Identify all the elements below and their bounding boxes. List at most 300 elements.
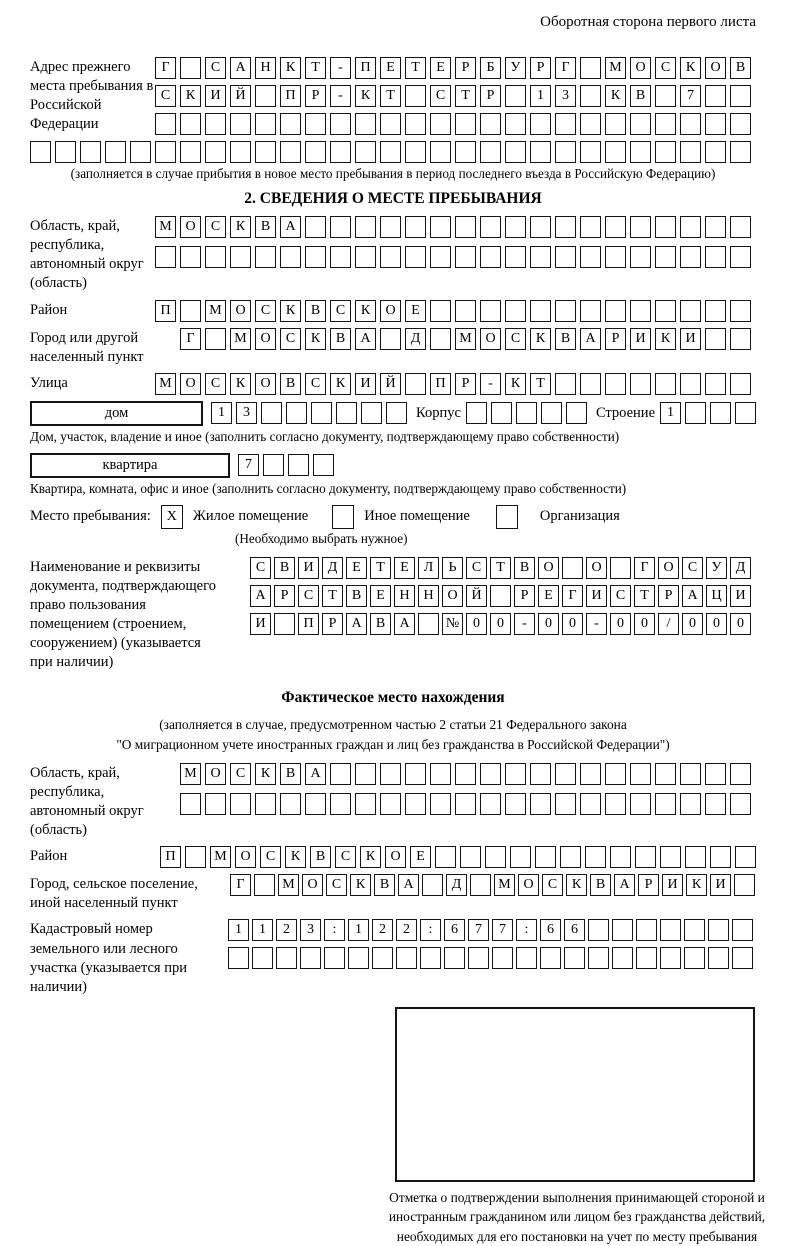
char-cell[interactable] <box>490 585 511 607</box>
char-cell[interactable]: В <box>370 613 391 635</box>
char-cell[interactable]: П <box>280 85 301 107</box>
char-cell[interactable]: Е <box>410 846 431 868</box>
char-cell[interactable] <box>732 947 753 969</box>
char-cell[interactable]: В <box>274 557 295 579</box>
char-cell[interactable] <box>405 246 426 268</box>
char-cell[interactable] <box>580 373 601 395</box>
char-cell[interactable]: С <box>205 57 226 79</box>
char-cell[interactable]: О <box>658 557 679 579</box>
char-cell[interactable]: С <box>330 300 351 322</box>
char-cell[interactable]: С <box>682 557 703 579</box>
char-cell[interactable] <box>480 763 501 785</box>
char-cell[interactable] <box>405 793 426 815</box>
char-cell[interactable]: - <box>480 373 501 395</box>
char-cell[interactable] <box>205 141 226 163</box>
char-cell[interactable] <box>505 300 526 322</box>
char-cell[interactable] <box>255 113 276 135</box>
char-cell[interactable] <box>155 113 176 135</box>
char-cell[interactable] <box>705 216 726 238</box>
char-cell[interactable] <box>580 141 601 163</box>
char-cell[interactable]: 7 <box>680 85 701 107</box>
char-cell[interactable]: М <box>455 328 476 350</box>
char-cell[interactable] <box>685 402 706 424</box>
char-cell[interactable] <box>330 113 351 135</box>
char-cell[interactable] <box>730 141 751 163</box>
char-cell[interactable]: Д <box>446 874 467 896</box>
char-cell[interactable] <box>468 947 489 969</box>
char-cell[interactable] <box>405 113 426 135</box>
char-cell[interactable]: Т <box>634 585 655 607</box>
char-cell[interactable] <box>555 300 576 322</box>
char-cell[interactable] <box>566 402 587 424</box>
char-cell[interactable]: Ь <box>442 557 463 579</box>
char-cell[interactable]: С <box>610 585 631 607</box>
char-cell[interactable] <box>655 113 676 135</box>
char-cell[interactable] <box>605 141 626 163</box>
char-cell[interactable] <box>730 85 751 107</box>
char-cell[interactable]: О <box>255 328 276 350</box>
char-cell[interactable] <box>405 141 426 163</box>
char-cell[interactable]: К <box>180 85 201 107</box>
char-cell[interactable] <box>455 246 476 268</box>
char-cell[interactable] <box>276 947 297 969</box>
char-cell[interactable]: Е <box>370 585 391 607</box>
char-cell[interactable] <box>430 246 451 268</box>
char-cell[interactable] <box>562 557 583 579</box>
char-cell[interactable] <box>684 919 705 941</box>
char-cell[interactable]: 2 <box>396 919 417 941</box>
char-cell[interactable] <box>732 919 753 941</box>
char-cell[interactable]: Д <box>405 328 426 350</box>
char-cell[interactable] <box>255 246 276 268</box>
char-cell[interactable] <box>612 947 633 969</box>
char-cell[interactable]: Л <box>418 557 439 579</box>
char-cell[interactable] <box>305 246 326 268</box>
other-premises-checkbox[interactable] <box>332 505 354 529</box>
char-cell[interactable] <box>230 113 251 135</box>
char-cell[interactable]: И <box>205 85 226 107</box>
char-cell[interactable] <box>230 246 251 268</box>
char-cell[interactable] <box>180 246 201 268</box>
char-cell[interactable] <box>380 328 401 350</box>
char-cell[interactable]: А <box>280 216 301 238</box>
char-cell[interactable] <box>491 402 512 424</box>
residential-checkbox[interactable]: X <box>161 505 183 529</box>
char-cell[interactable] <box>280 246 301 268</box>
char-cell[interactable] <box>605 763 626 785</box>
char-cell[interactable] <box>630 216 651 238</box>
char-cell[interactable]: 1 <box>660 402 681 424</box>
char-cell[interactable]: 1 <box>530 85 551 107</box>
char-cell[interactable]: В <box>255 216 276 238</box>
char-cell[interactable]: 1 <box>348 919 369 941</box>
char-cell[interactable] <box>630 141 651 163</box>
char-cell[interactable] <box>610 557 631 579</box>
char-cell[interactable]: А <box>398 874 419 896</box>
char-cell[interactable]: Г <box>230 874 251 896</box>
char-cell[interactable]: И <box>586 585 607 607</box>
char-cell[interactable]: И <box>250 613 271 635</box>
char-cell[interactable] <box>555 113 576 135</box>
char-cell[interactable] <box>185 846 206 868</box>
char-cell[interactable]: В <box>330 328 351 350</box>
char-cell[interactable] <box>405 216 426 238</box>
dom-label-box[interactable]: дом <box>30 401 203 426</box>
char-cell[interactable]: М <box>180 763 201 785</box>
char-cell[interactable]: Е <box>538 585 559 607</box>
char-cell[interactable] <box>516 947 537 969</box>
char-cell[interactable] <box>705 328 726 350</box>
char-cell[interactable]: В <box>280 763 301 785</box>
char-cell[interactable]: Б <box>480 57 501 79</box>
char-cell[interactable]: Й <box>466 585 487 607</box>
char-cell[interactable]: Р <box>455 57 476 79</box>
char-cell[interactable]: П <box>355 57 376 79</box>
char-cell[interactable] <box>311 402 332 424</box>
char-cell[interactable]: О <box>480 328 501 350</box>
char-cell[interactable]: Р <box>305 85 326 107</box>
char-cell[interactable] <box>555 246 576 268</box>
char-cell[interactable]: К <box>530 328 551 350</box>
char-cell[interactable]: О <box>180 373 201 395</box>
char-cell[interactable]: П <box>298 613 319 635</box>
char-cell[interactable]: Е <box>405 300 426 322</box>
char-cell[interactable] <box>254 874 275 896</box>
char-cell[interactable]: М <box>155 373 176 395</box>
char-cell[interactable]: Й <box>230 85 251 107</box>
char-cell[interactable]: И <box>355 373 376 395</box>
char-cell[interactable]: - <box>330 57 351 79</box>
char-cell[interactable]: С <box>505 328 526 350</box>
char-cell[interactable]: М <box>210 846 231 868</box>
char-cell[interactable] <box>708 947 729 969</box>
char-cell[interactable] <box>80 141 101 163</box>
char-cell[interactable] <box>610 846 631 868</box>
char-cell[interactable] <box>730 216 751 238</box>
char-cell[interactable] <box>205 793 226 815</box>
char-cell[interactable]: 0 <box>682 613 703 635</box>
char-cell[interactable]: В <box>514 557 535 579</box>
char-cell[interactable] <box>330 246 351 268</box>
char-cell[interactable] <box>336 402 357 424</box>
char-cell[interactable]: : <box>516 919 537 941</box>
char-cell[interactable] <box>636 919 657 941</box>
char-cell[interactable]: В <box>305 300 326 322</box>
char-cell[interactable] <box>355 246 376 268</box>
char-cell[interactable] <box>305 793 326 815</box>
char-cell[interactable] <box>730 328 751 350</box>
char-cell[interactable]: А <box>682 585 703 607</box>
char-cell[interactable]: В <box>280 373 301 395</box>
char-cell[interactable] <box>730 300 751 322</box>
char-cell[interactable]: Р <box>638 874 659 896</box>
char-cell[interactable] <box>430 113 451 135</box>
char-cell[interactable] <box>355 793 376 815</box>
char-cell[interactable]: Т <box>305 57 326 79</box>
char-cell[interactable] <box>660 947 681 969</box>
char-cell[interactable]: С <box>155 85 176 107</box>
char-cell[interactable] <box>466 402 487 424</box>
char-cell[interactable]: Р <box>455 373 476 395</box>
char-cell[interactable] <box>380 793 401 815</box>
char-cell[interactable]: К <box>355 300 376 322</box>
char-cell[interactable]: 0 <box>610 613 631 635</box>
char-cell[interactable] <box>605 300 626 322</box>
char-cell[interactable] <box>705 373 726 395</box>
char-cell[interactable]: К <box>330 373 351 395</box>
char-cell[interactable] <box>430 141 451 163</box>
char-cell[interactable] <box>541 402 562 424</box>
char-cell[interactable]: С <box>250 557 271 579</box>
char-cell[interactable] <box>492 947 513 969</box>
char-cell[interactable] <box>380 113 401 135</box>
char-cell[interactable] <box>355 216 376 238</box>
char-cell[interactable] <box>580 57 601 79</box>
char-cell[interactable] <box>505 141 526 163</box>
char-cell[interactable] <box>300 947 321 969</box>
char-cell[interactable] <box>418 613 439 635</box>
char-cell[interactable]: А <box>355 328 376 350</box>
char-cell[interactable]: А <box>346 613 367 635</box>
char-cell[interactable] <box>480 300 501 322</box>
char-cell[interactable] <box>564 947 585 969</box>
char-cell[interactable] <box>305 113 326 135</box>
char-cell[interactable]: С <box>466 557 487 579</box>
char-cell[interactable]: С <box>255 300 276 322</box>
char-cell[interactable] <box>530 793 551 815</box>
char-cell[interactable] <box>305 216 326 238</box>
char-cell[interactable]: М <box>605 57 626 79</box>
char-cell[interactable]: К <box>285 846 306 868</box>
char-cell[interactable]: В <box>590 874 611 896</box>
char-cell[interactable] <box>480 793 501 815</box>
char-cell[interactable] <box>705 793 726 815</box>
char-cell[interactable] <box>330 793 351 815</box>
char-cell[interactable]: А <box>614 874 635 896</box>
char-cell[interactable]: К <box>655 328 676 350</box>
char-cell[interactable]: - <box>330 85 351 107</box>
char-cell[interactable] <box>380 216 401 238</box>
char-cell[interactable]: Т <box>370 557 391 579</box>
char-cell[interactable] <box>530 246 551 268</box>
char-cell[interactable] <box>730 793 751 815</box>
char-cell[interactable] <box>680 113 701 135</box>
char-cell[interactable]: - <box>586 613 607 635</box>
char-cell[interactable] <box>680 300 701 322</box>
char-cell[interactable]: К <box>505 373 526 395</box>
char-cell[interactable] <box>470 874 491 896</box>
char-cell[interactable]: О <box>302 874 323 896</box>
char-cell[interactable] <box>605 113 626 135</box>
char-cell[interactable] <box>530 141 551 163</box>
char-cell[interactable] <box>605 246 626 268</box>
char-cell[interactable]: А <box>250 585 271 607</box>
char-cell[interactable]: О <box>205 763 226 785</box>
char-cell[interactable] <box>705 85 726 107</box>
organization-checkbox[interactable] <box>496 505 518 529</box>
char-cell[interactable] <box>705 113 726 135</box>
char-cell[interactable] <box>430 328 451 350</box>
char-cell[interactable] <box>460 846 481 868</box>
char-cell[interactable] <box>324 947 345 969</box>
char-cell[interactable] <box>180 57 201 79</box>
char-cell[interactable]: 1 <box>211 402 232 424</box>
char-cell[interactable] <box>680 763 701 785</box>
char-cell[interactable]: Д <box>322 557 343 579</box>
char-cell[interactable] <box>708 919 729 941</box>
char-cell[interactable]: Т <box>455 85 476 107</box>
char-cell[interactable] <box>612 919 633 941</box>
char-cell[interactable] <box>655 246 676 268</box>
char-cell[interactable] <box>30 141 51 163</box>
char-cell[interactable]: : <box>420 919 441 941</box>
char-cell[interactable] <box>655 300 676 322</box>
char-cell[interactable]: С <box>280 328 301 350</box>
char-cell[interactable] <box>630 763 651 785</box>
kvartira-label-box[interactable]: квартира <box>30 453 230 478</box>
char-cell[interactable]: 0 <box>562 613 583 635</box>
char-cell[interactable] <box>330 216 351 238</box>
char-cell[interactable]: В <box>555 328 576 350</box>
char-cell[interactable] <box>734 874 755 896</box>
char-cell[interactable] <box>455 216 476 238</box>
char-cell[interactable]: С <box>335 846 356 868</box>
char-cell[interactable]: 3 <box>555 85 576 107</box>
char-cell[interactable] <box>255 85 276 107</box>
char-cell[interactable]: - <box>514 613 535 635</box>
char-cell[interactable]: 2 <box>276 919 297 941</box>
char-cell[interactable] <box>630 300 651 322</box>
char-cell[interactable]: У <box>505 57 526 79</box>
char-cell[interactable] <box>274 613 295 635</box>
char-cell[interactable] <box>330 141 351 163</box>
char-cell[interactable] <box>555 763 576 785</box>
char-cell[interactable]: С <box>542 874 563 896</box>
char-cell[interactable] <box>505 793 526 815</box>
char-cell[interactable]: Р <box>480 85 501 107</box>
char-cell[interactable] <box>330 763 351 785</box>
char-cell[interactable]: 6 <box>444 919 465 941</box>
char-cell[interactable]: / <box>658 613 679 635</box>
char-cell[interactable]: О <box>538 557 559 579</box>
char-cell[interactable] <box>680 141 701 163</box>
char-cell[interactable] <box>660 919 681 941</box>
char-cell[interactable] <box>480 141 501 163</box>
char-cell[interactable]: В <box>630 85 651 107</box>
char-cell[interactable] <box>155 141 176 163</box>
char-cell[interactable]: 6 <box>564 919 585 941</box>
char-cell[interactable]: С <box>305 373 326 395</box>
char-cell[interactable]: Е <box>380 57 401 79</box>
char-cell[interactable] <box>540 947 561 969</box>
char-cell[interactable] <box>230 141 251 163</box>
char-cell[interactable] <box>263 454 284 476</box>
char-cell[interactable]: А <box>230 57 251 79</box>
char-cell[interactable]: Й <box>380 373 401 395</box>
char-cell[interactable] <box>422 874 443 896</box>
char-cell[interactable] <box>680 216 701 238</box>
char-cell[interactable]: С <box>326 874 347 896</box>
char-cell[interactable]: С <box>205 216 226 238</box>
char-cell[interactable]: 6 <box>540 919 561 941</box>
char-cell[interactable] <box>685 846 706 868</box>
char-cell[interactable] <box>705 246 726 268</box>
char-cell[interactable] <box>288 454 309 476</box>
char-cell[interactable]: № <box>442 613 463 635</box>
char-cell[interactable]: К <box>686 874 707 896</box>
char-cell[interactable]: У <box>706 557 727 579</box>
char-cell[interactable] <box>588 919 609 941</box>
char-cell[interactable] <box>580 246 601 268</box>
char-cell[interactable]: Е <box>394 557 415 579</box>
char-cell[interactable]: К <box>355 85 376 107</box>
char-cell[interactable]: О <box>442 585 463 607</box>
char-cell[interactable]: К <box>230 216 251 238</box>
char-cell[interactable] <box>380 246 401 268</box>
char-cell[interactable]: Р <box>530 57 551 79</box>
char-cell[interactable] <box>180 113 201 135</box>
char-cell[interactable] <box>155 246 176 268</box>
char-cell[interactable] <box>355 113 376 135</box>
char-cell[interactable]: Ц <box>706 585 727 607</box>
char-cell[interactable] <box>480 246 501 268</box>
char-cell[interactable] <box>580 85 601 107</box>
char-cell[interactable]: Г <box>634 557 655 579</box>
char-cell[interactable]: П <box>160 846 181 868</box>
char-cell[interactable] <box>372 947 393 969</box>
char-cell[interactable]: К <box>350 874 371 896</box>
char-cell[interactable] <box>730 246 751 268</box>
char-cell[interactable] <box>435 846 456 868</box>
char-cell[interactable]: Д <box>730 557 751 579</box>
char-cell[interactable]: Г <box>180 328 201 350</box>
char-cell[interactable]: С <box>655 57 676 79</box>
char-cell[interactable] <box>480 216 501 238</box>
char-cell[interactable]: В <box>346 585 367 607</box>
char-cell[interactable]: Т <box>490 557 511 579</box>
char-cell[interactable] <box>605 216 626 238</box>
char-cell[interactable] <box>305 141 326 163</box>
char-cell[interactable] <box>205 328 226 350</box>
char-cell[interactable] <box>560 846 581 868</box>
char-cell[interactable]: В <box>730 57 751 79</box>
char-cell[interactable]: Р <box>322 613 343 635</box>
char-cell[interactable] <box>660 846 681 868</box>
char-cell[interactable] <box>280 113 301 135</box>
char-cell[interactable]: В <box>310 846 331 868</box>
char-cell[interactable] <box>630 113 651 135</box>
char-cell[interactable]: 7 <box>468 919 489 941</box>
char-cell[interactable]: 3 <box>300 919 321 941</box>
char-cell[interactable]: О <box>705 57 726 79</box>
char-cell[interactable] <box>630 793 651 815</box>
char-cell[interactable]: А <box>580 328 601 350</box>
char-cell[interactable]: И <box>730 585 751 607</box>
char-cell[interactable] <box>680 793 701 815</box>
char-cell[interactable] <box>396 947 417 969</box>
char-cell[interactable] <box>444 947 465 969</box>
char-cell[interactable]: 0 <box>538 613 559 635</box>
char-cell[interactable]: Г <box>155 57 176 79</box>
char-cell[interactable] <box>580 793 601 815</box>
char-cell[interactable] <box>105 141 126 163</box>
char-cell[interactable] <box>516 402 537 424</box>
char-cell[interactable]: К <box>360 846 381 868</box>
char-cell[interactable] <box>505 246 526 268</box>
char-cell[interactable] <box>530 113 551 135</box>
char-cell[interactable] <box>405 763 426 785</box>
char-cell[interactable]: К <box>305 328 326 350</box>
